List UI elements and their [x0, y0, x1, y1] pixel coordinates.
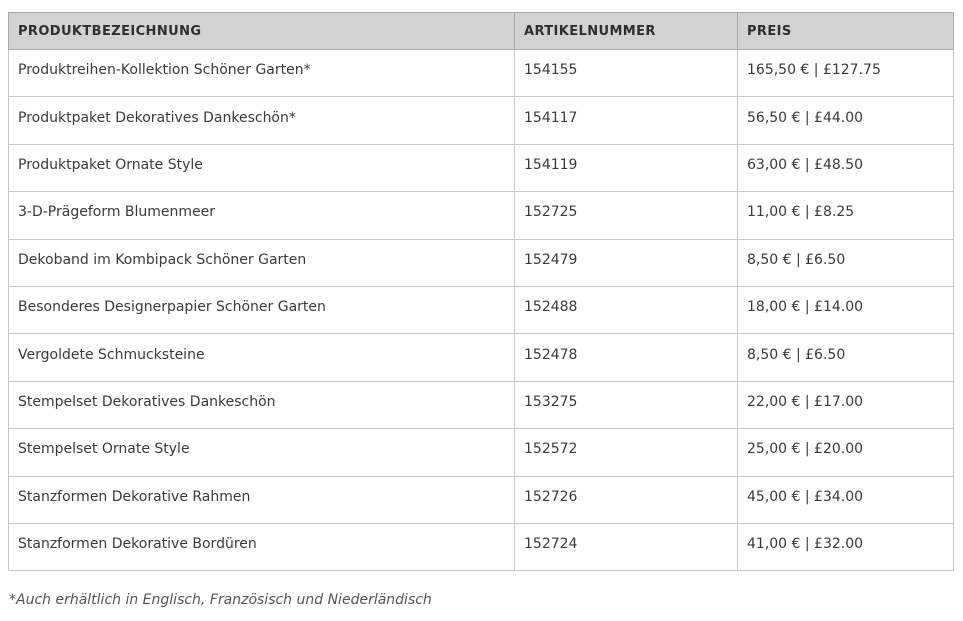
table-row: [9, 429, 954, 476]
product-name-cell: Stanzformen Dekorative Rahmen: [9, 476, 515, 523]
price-cell: 11,00 € | £8.25: [738, 192, 954, 239]
table-row: [9, 50, 954, 97]
table-row: [9, 476, 954, 523]
table-row: [9, 144, 954, 191]
article-number-cell: 152726: [515, 476, 738, 523]
product-name-cell: Dekoband im Kombipack Schöner Garten: [9, 239, 515, 286]
table-row: [9, 97, 954, 144]
price-cell: 8,50 € | £6.50: [738, 334, 954, 381]
price-cell: 63,00 € | £48.50: [738, 144, 954, 191]
article-number-cell: 152479: [515, 239, 738, 286]
footnote: *Auch erhältlich in Englisch, Französisch und Niederländisch: [9, 592, 432, 608]
table-row: [9, 523, 954, 570]
column-header-product-name: PRODUKTBEZEICHNUNG: [9, 13, 515, 50]
article-number-cell: 154119: [515, 144, 738, 191]
price-cell: 45,00 € | £34.00: [738, 476, 954, 523]
article-number-cell: 153275: [515, 381, 738, 428]
table-row: [9, 334, 954, 381]
article-number-cell: 152478: [515, 334, 738, 381]
product-name-cell: Produktreihen-Kollektion Schöner Garten*: [9, 50, 515, 97]
product-name-cell: Stempelset Ornate Style: [9, 429, 515, 476]
table-row: [9, 192, 954, 239]
product-name-cell: Produktpaket Dekoratives Dankeschön*: [9, 97, 515, 144]
product-name-cell: Stanzformen Dekorative Bordüren: [9, 523, 515, 570]
article-number-cell: 152488: [515, 286, 738, 333]
price-cell: 41,00 € | £32.00: [738, 523, 954, 570]
column-header-article-number: ARTIKELNUMMER: [515, 13, 738, 50]
product-name-cell: Besonderes Designerpapier Schöner Garten: [9, 286, 515, 333]
article-number-cell: 154155: [515, 50, 738, 97]
article-number-cell: 154117: [515, 97, 738, 144]
table-header-row: [9, 13, 954, 50]
table-row: [9, 381, 954, 428]
product-name-cell: Vergoldete Schmucksteine: [9, 334, 515, 381]
price-cell: 18,00 € | £14.00: [738, 286, 954, 333]
product-table: [8, 12, 954, 571]
product-name-cell: Produktpaket Ornate Style: [9, 144, 515, 191]
column-header-price: PREIS: [738, 13, 954, 50]
price-cell: 22,00 € | £17.00: [738, 381, 954, 428]
article-number-cell: 152572: [515, 429, 738, 476]
table-row: [9, 239, 954, 286]
article-number-cell: 152724: [515, 523, 738, 570]
product-name-cell: 3-D-Prägeform Blumenmeer: [9, 192, 515, 239]
price-cell: 165,50 € | £127.75: [738, 50, 954, 97]
article-number-cell: 152725: [515, 192, 738, 239]
product-table-container: [8, 12, 953, 571]
product-name-cell: Stempelset Dekoratives Dankeschön: [9, 381, 515, 428]
table-row: [9, 286, 954, 333]
price-cell: 8,50 € | £6.50: [738, 239, 954, 286]
price-cell: 56,50 € | £44.00: [738, 97, 954, 144]
price-cell: 25,00 € | £20.00: [738, 429, 954, 476]
